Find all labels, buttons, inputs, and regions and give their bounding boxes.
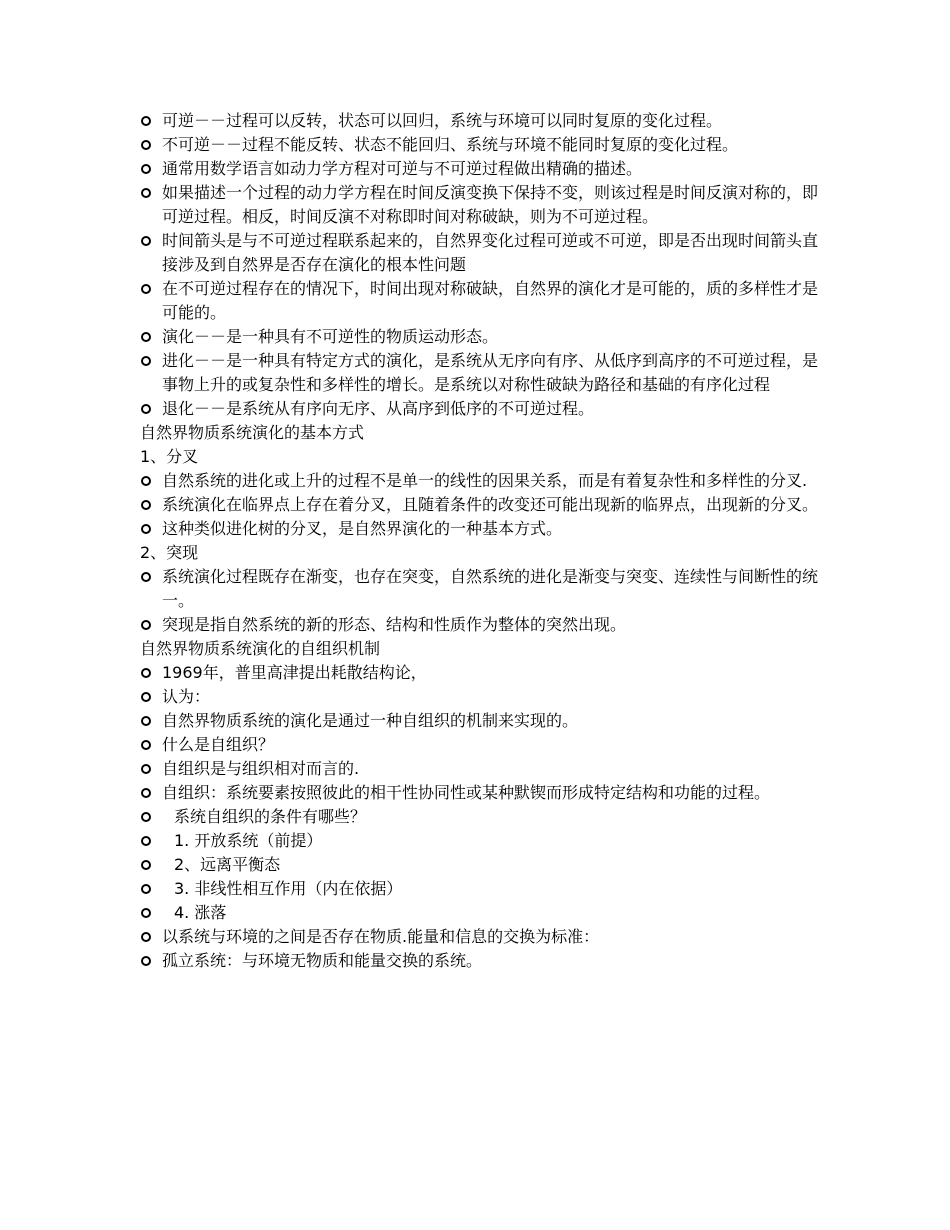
list-item xyxy=(140,493,820,517)
list-item xyxy=(140,325,820,349)
list-item xyxy=(140,709,820,733)
list-item-text: 1969年，普里高津提出耗散结构论， xyxy=(162,663,427,682)
circle-bullet-icon xyxy=(141,236,151,246)
list-item-text: 在不可逆过程存在的情况下，时间出现对称破缺，自然界的演化才是可能的，质的多样性才是可能的。 xyxy=(162,279,819,322)
list-item xyxy=(140,397,820,421)
list-item xyxy=(140,229,820,277)
list-item xyxy=(140,565,820,613)
list-item xyxy=(140,781,820,805)
heading-text: 自然界物质系统演化的自组织机制 xyxy=(140,639,381,658)
list-item xyxy=(140,349,820,397)
list-item-text: 可逆－－过程可以反转，状态可以回归，系统与环境可以同时复原的变化过程。 xyxy=(162,111,723,130)
circle-bullet-icon xyxy=(141,404,151,414)
list-item xyxy=(140,661,820,685)
list-item-text: 进化－－是一种具有特定方式的演化，是系统从无序向有序、从低序到高序的不可逆过程，是事物上升的或复杂性和多样性的增长。是系统以对称性破缺为路径和基础的有序化过程 xyxy=(162,351,819,394)
circle-bullet-icon xyxy=(141,140,151,150)
circle-bullet-icon xyxy=(141,932,151,942)
list-item-text: 系统演化在临界点上存在着分叉，且随着条件的改变还可能出现新的临界点，出现新的分叉。 xyxy=(162,495,819,514)
list-item xyxy=(140,613,820,637)
list-item-text: 3. 非线性相互作用（内在依据） xyxy=(174,879,403,898)
list-item-text: 孤立系统：与环境无物质和能量交换的系统。 xyxy=(162,951,483,970)
section-heading xyxy=(140,421,820,445)
circle-bullet-icon xyxy=(141,860,151,870)
list-item xyxy=(140,925,820,949)
list-item-text: 以系统与环境的之间是否存在物质.能量和信息的交换为标准： xyxy=(162,927,600,946)
circle-bullet-icon xyxy=(141,620,151,630)
list-item-text: 突现是指自然系统的新的形态、结构和性质作为整体的突然出现。 xyxy=(162,615,627,634)
circle-bullet-icon xyxy=(141,956,151,966)
circle-bullet-icon xyxy=(141,572,151,582)
document-body xyxy=(140,109,820,973)
section-heading xyxy=(140,637,820,661)
list-item xyxy=(140,157,820,181)
list-item-text: 认为： xyxy=(162,687,211,706)
list-item xyxy=(140,949,820,973)
list-item-text: 1. 开放系统（前提） xyxy=(174,831,323,850)
circle-bullet-icon xyxy=(141,476,151,486)
circle-bullet-icon xyxy=(141,500,151,510)
section-heading xyxy=(140,445,820,469)
circle-bullet-icon xyxy=(141,332,151,342)
circle-bullet-icon xyxy=(141,812,151,822)
circle-bullet-icon xyxy=(141,908,151,918)
list-item xyxy=(140,901,820,925)
list-item xyxy=(140,757,820,781)
list-item xyxy=(140,469,820,493)
list-item-text: 如果描述一个过程的动力学方程在时间反演变换下保持不变，则该过程是时间反演对称的，即可逆过程。相反，时间反演不对称即时间对称破缺，则为不可逆过程。 xyxy=(162,183,819,226)
list-item-text: 不可逆－－过程不能反转、状态不能回归、系统与环境不能同时复原的变化过程。 xyxy=(162,135,739,154)
heading-text: 1、分叉 xyxy=(140,447,199,466)
list-item-text: 自组织是与组织相对而言的. xyxy=(162,759,360,778)
list-item xyxy=(140,277,820,325)
list-item xyxy=(140,733,820,757)
heading-text: 自然界物质系统演化的基本方式 xyxy=(140,423,365,442)
circle-bullet-icon xyxy=(141,836,151,846)
circle-bullet-icon xyxy=(141,524,151,534)
list-item-text: 自然系统的进化或上升的过程不是单一的线性的因果关系，而是有着复杂性和多样性的分叉. xyxy=(162,471,808,490)
list-item-text: 这种类似进化树的分叉，是自然界演化的一种基本方式。 xyxy=(162,519,563,538)
circle-bullet-icon xyxy=(141,164,151,174)
circle-bullet-icon xyxy=(141,188,151,198)
list-item-text: 什么是自组织？ xyxy=(162,735,275,754)
list-item xyxy=(140,829,820,853)
circle-bullet-icon xyxy=(141,668,151,678)
list-item xyxy=(140,853,820,877)
heading-text: 2、突现 xyxy=(140,543,199,562)
list-item-text: 4. 涨落 xyxy=(174,903,227,922)
list-item xyxy=(140,877,820,901)
list-item-text: 时间箭头是与不可逆过程联系起来的，自然界变化过程可逆或不可逆，即是否出现时间箭头直接涉及到自然界是否存在演化的根本性问题 xyxy=(162,231,819,274)
list-item xyxy=(140,685,820,709)
list-item xyxy=(140,109,820,133)
circle-bullet-icon xyxy=(141,740,151,750)
circle-bullet-icon xyxy=(141,716,151,726)
circle-bullet-icon xyxy=(141,116,151,126)
circle-bullet-icon xyxy=(141,764,151,774)
list-item-text: 2、远离平衡态 xyxy=(174,855,281,874)
circle-bullet-icon xyxy=(141,884,151,894)
circle-bullet-icon xyxy=(141,284,151,294)
list-item xyxy=(140,517,820,541)
circle-bullet-icon xyxy=(141,356,151,366)
list-item xyxy=(140,181,820,229)
list-item xyxy=(140,133,820,157)
circle-bullet-icon xyxy=(141,692,151,702)
list-item-text: 系统演化过程既存在渐变，也存在突变，自然系统的进化是渐变与突变、连续性与间断性的统一。 xyxy=(162,567,819,610)
list-item-text: 退化－－是系统从有序向无序、从高序到低序的不可逆过程。 xyxy=(162,399,595,418)
list-item-text: 演化－－是一种具有不可逆性的物质运动形态。 xyxy=(162,327,499,346)
circle-bullet-icon xyxy=(141,788,151,798)
list-item-text: 系统自组织的条件有哪些？ xyxy=(174,807,367,826)
section-heading xyxy=(140,541,820,565)
list-item-text: 自然界物质系统的演化是通过一种自组织的机制来实现的。 xyxy=(162,711,579,730)
list-item xyxy=(140,805,820,829)
list-item-text: 通常用数学语言如动力学方程对可逆与不可逆过程做出精确的描述。 xyxy=(162,159,643,178)
list-item-text: 自组织：系统要素按照彼此的相干性协同性或某种默锲而形成特定结构和功能的过程。 xyxy=(162,783,771,802)
